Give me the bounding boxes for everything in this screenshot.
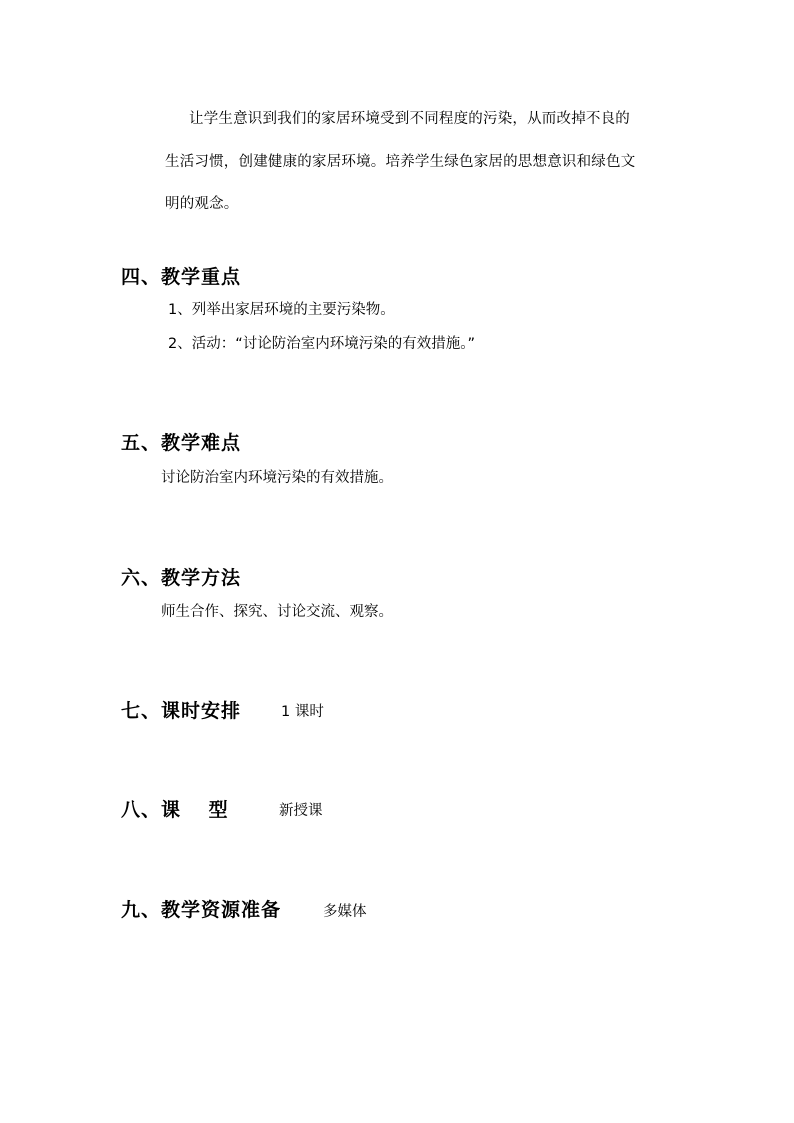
section-heading-key-points: 四、教学重点 [121, 266, 242, 288]
schedule-value: 1 课时 [281, 704, 324, 720]
intro-line-2: 生活习惯，创建健康的家居环境。培养学生绿色家居的思想意识和绿色文 [165, 154, 636, 170]
resources-value: 多媒体 [323, 904, 367, 920]
section-heading-lesson-type: 八、课 型 [121, 799, 229, 821]
methods-text: 师生合作、探究、讨论交流、观察。 [161, 604, 393, 620]
intro-line-1: 让学生意识到我们的家居环境受到不同程度的污染，从而改掉不良的 [189, 111, 630, 127]
section-heading-schedule: 七、课时安排 [121, 700, 242, 722]
lesson-type-value: 新授课 [279, 803, 323, 819]
key-point-item-2: 2、活动：“讨论防治室内环境污染的有效措施。” [168, 336, 475, 352]
section-heading-difficulties: 五、教学难点 [121, 432, 242, 454]
section-heading-methods: 六、教学方法 [121, 567, 242, 589]
section-heading-resources: 九、教学资源准备 [121, 899, 282, 921]
key-point-item-1: 1、列举出家居环境的主要污染物。 [168, 302, 395, 318]
intro-line-3: 明的观念。 [165, 196, 239, 212]
difficulties-text: 讨论防治室内环境污染的有效措施。 [161, 470, 393, 486]
